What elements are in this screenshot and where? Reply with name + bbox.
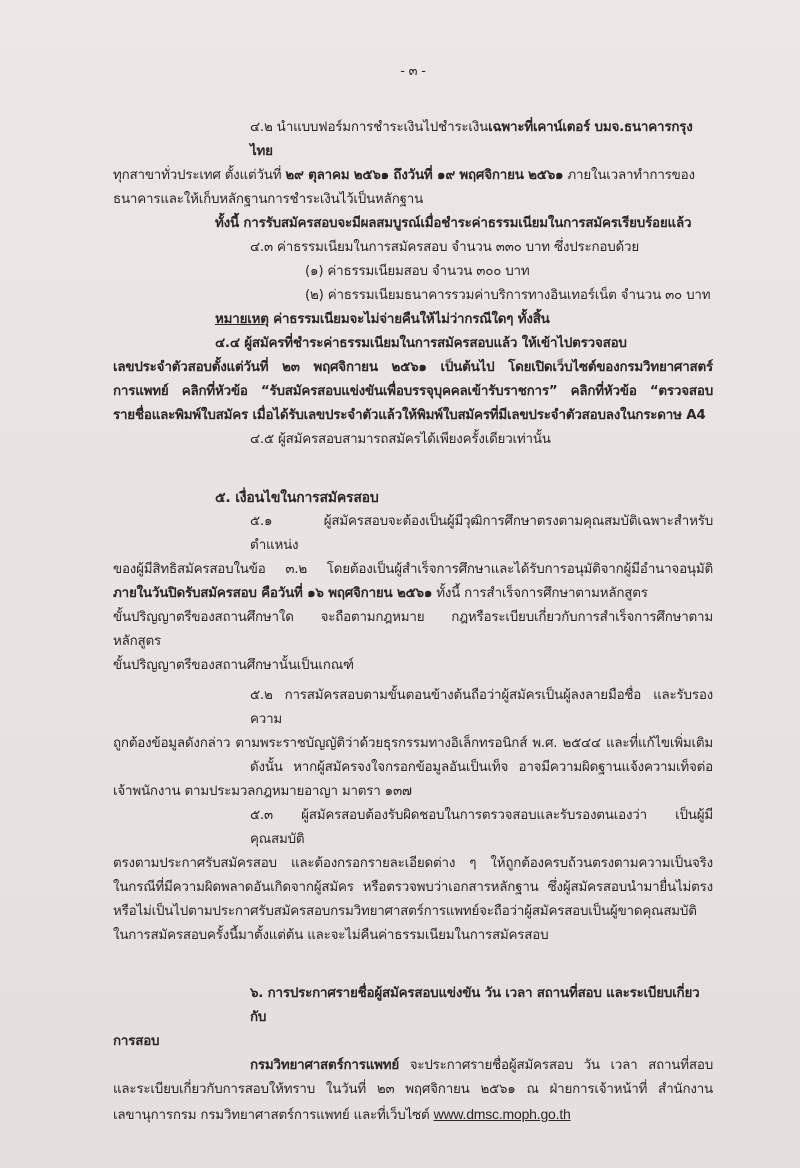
section-5-1-line-2: ของผู้มีสิทธิสมัครสอบในข้อ ๓.๒ โดยต้องเป็นผู้สำเร็จการศึกษาและได้รับการอนุมัติจากผู้มีอำนาจอนุมัติ (113, 562, 713, 577)
section-5-2-line-2: ถูกต้องข้อมูลดังกล่าว ตามพระราชบัญญัติว่าด้วยธุรกรรมทางอิเล็กทรอนิกส์ พ.ศ. ๒๕๔๔ และที่แก้ไขเพิ่มเติม (113, 736, 713, 751)
text: เลขานุการกรม กรมวิทยาศาสตร์การแพทย์ และที่เว็บไซต์ (113, 1108, 434, 1123)
section-4-2-note: ทั้งนี้ การรับสมัครสอบจะมีผลสมบูรณ์เมื่อชำระค่าธรรมเนียมในการสมัครเรียบร้อยแล้ว (215, 216, 692, 231)
section-5-3-line-2: ตรงตามประกาศรับสมัครสอบ และต้องกรอกรายละเอียดต่าง ๆ ให้ถูกต้องครบถ้วนตรงตามความเป็นจริง (113, 856, 713, 871)
text: ภายในเวลาทำการของ (563, 168, 695, 183)
section-4-2-line-2 (113, 164, 713, 188)
bold-text: เฉพาะที่เคาน์เตอร์ บมจ.ธนาคารกรุงไทย (250, 120, 693, 159)
section-5-2-line-1: ๕.๒ การสมัครสอบตามขั้นตอนข้างต้นถือว่าผู้สมัครเป็นผู้ลงลายมือชื่อ และรับรองความ (250, 688, 713, 727)
section-5-2-line-3: ดังนั้น หากผู้สมัครจงใจกรอกข้อมูลอันเป็นเท็จ อาจมีความผิดฐานแจ้งความเท็จต่อ (250, 760, 713, 775)
section-4-2-line-3: ธนาคารและให้เก็บหลักฐานการชำระเงินไว้เป็นหลักฐาน (113, 192, 424, 207)
text: จะประกาศรายชื่อผู้สมัครสอบ วัน เวลา สถานที่สอบ (399, 1058, 713, 1073)
section-5-1-line-5: ขั้นปริญญาตรีของสถานศึกษานั้นเป็นเกณฑ์ (113, 658, 354, 673)
section-6-line-3 (113, 1102, 713, 1128)
section-6-line-1 (250, 1054, 713, 1078)
section-5-2-line-4: เจ้าพนักงาน ตามประมวลกฎหมายอาญา มาตรา ๑๓๗ (113, 784, 412, 799)
spacer (113, 94, 713, 116)
section-6-heading-cont: การสอบ (113, 1034, 160, 1049)
section-4-3: ๔.๓ ค่าธรรมเนียมในการสมัครสอบ จำนวน ๓๓๐ บาท ซึ่งประกอบด้วย (250, 240, 640, 255)
section-6-line-2: และระเบียบเกี่ยวกับการสอบให้ทราบ ในวันที่ ๒๓ พฤศจิกายน ๒๕๖๑ ณ ฝ่ายการเจ้าหน้าที่ สำนักงาน (113, 1082, 713, 1097)
department-name: กรมวิทยาศาสตร์การแพทย์ (250, 1058, 400, 1073)
section-4-4-line-3: การแพทย์ คลิกที่หัวข้อ “รับสมัครสอบแข่งขันเพื่อบรรจุบุคคลเข้ารับราชการ” คลิกที่หัวข้อ “ตรวจสอบ (113, 384, 713, 399)
text: ๔.๒ นำแบบฟอร์มการชำระเงินไปชำระเงิน (250, 120, 489, 135)
fee-item-1: (๑) ค่าธรรมเนียมสอบ จำนวน ๓๐๐ บาท (305, 264, 530, 279)
section-4-4-line-2: เลขประจำตัวสอบตั้งแต่วันที่ ๒๓ พฤศจิกายน ๒๕๖๑ เป็นต้นไป โดยเปิดเว็บไซต์ของกรมวิทยาศาสตร์ (113, 360, 713, 375)
section-5-3-line-1: ๕.๓ ผู้สมัครสอบต้องรับผิดชอบในการตรวจสอบและรับรองตนเองว่า เป็นผู้มีคุณสมบัติ (250, 808, 713, 847)
section-5-1-line-3 (113, 582, 713, 606)
remark-label: หมายเหตุ (215, 312, 269, 327)
bold-dates: ๒๙ ตุลาคม ๒๕๖๑ ถึงวันที่ ๑๙ พฤศจิกายน ๒๕๖๑ (285, 168, 564, 183)
text: ทุกสาขาทั่วประเทศ ตั้งแต่วันที่ (113, 168, 286, 183)
section-4-2-line-1 (250, 116, 713, 164)
fee-item-2: (๒) ค่าธรรมเนียมธนาคารรวมค่าบริการทางอินเทอร์เน็ต จำนวน ๓๐ บาท (305, 288, 711, 303)
section-5-1-line-1: ๕.๑ ผู้สมัครสอบจะต้องเป็นผู้มีวุฒิการศึกษาตรงตามคุณสมบัติเฉพาะสำหรับตำแหน่ง (250, 514, 713, 553)
section-4-4-line-1: ๔.๔ ผู้สมัครที่ชำระค่าธรรมเนียมในการสมัครสอบแล้ว ให้เข้าไปตรวจสอบ (215, 336, 627, 351)
spacer (113, 948, 713, 982)
section-5-3-line-5: ในการสมัครสอบครั้งนี้มาตั้งแต่ต้น และจะไม่คืนค่าธรรมเนียมในการสมัครสอบ (113, 928, 549, 943)
section-5-1-line-4: ขั้นปริญญาตรีของสถานศึกษาใด จะถือตามกฎหมาย กฎหรือระเบียบเกี่ยวกับการสำเร็จการศึกษาตามหลักสูตร (113, 610, 713, 649)
section-4-5: ๔.๕ ผู้สมัครสอบสามารถสมัครได้เพียงครั้งเดียวเท่านั้น (250, 432, 551, 447)
section-6-heading: ๖. การประกาศรายชื่อผู้สมัครสอบแข่งขัน วัน เวลา สถานที่สอบ และระเบียบเกี่ยวกับ (250, 986, 700, 1025)
spacer (113, 452, 713, 486)
website-link[interactable]: www.dmsc.moph.go.th (433, 1106, 571, 1122)
text: ทั้งนี้ การสำเร็จการศึกษาตามหลักสูตร (432, 586, 648, 601)
page-number: - ๓ - (400, 64, 426, 79)
section-4-4-line-4: รายชื่อและพิมพ์ใบสมัคร เมื่อได้รับเลขประจำตัวแล้วให้พิมพ์ใบสมัครที่มีเลขประจำตัวสอบลงในกระดาษ A4 (113, 408, 706, 423)
fee-remark (215, 308, 713, 332)
bold-deadline: ภายในวันปิดรับสมัครสอบ คือวันที่ ๑๖ พฤศจิกายน ๒๕๖๑ (113, 586, 433, 601)
remark-text: ค่าธรรมเนียมจะไม่จ่ายคืนให้ไม่ว่ากรณีใดๆ ทั้งสิ้น (268, 312, 550, 327)
section-5-3-line-4: หรือไม่เป็นไปตามประกาศรับสมัครสอบกรมวิทยาศาสตร์การแพทย์จะถือว่าผู้สมัครสอบเป็นผู้ขาดคุณสมบัติ (113, 904, 697, 919)
section-5-3-line-3: ในกรณีที่มีความผิดพลาดอันเกิดจากผู้สมัคร หรือตรวจพบว่าเอกสารหลักฐาน ซึ่งผู้สมัครสอบนำมายื่นไม่ตรง (113, 880, 713, 895)
section-5-heading: ๕. เงื่อนไขในการสมัครสอบ (215, 490, 379, 506)
